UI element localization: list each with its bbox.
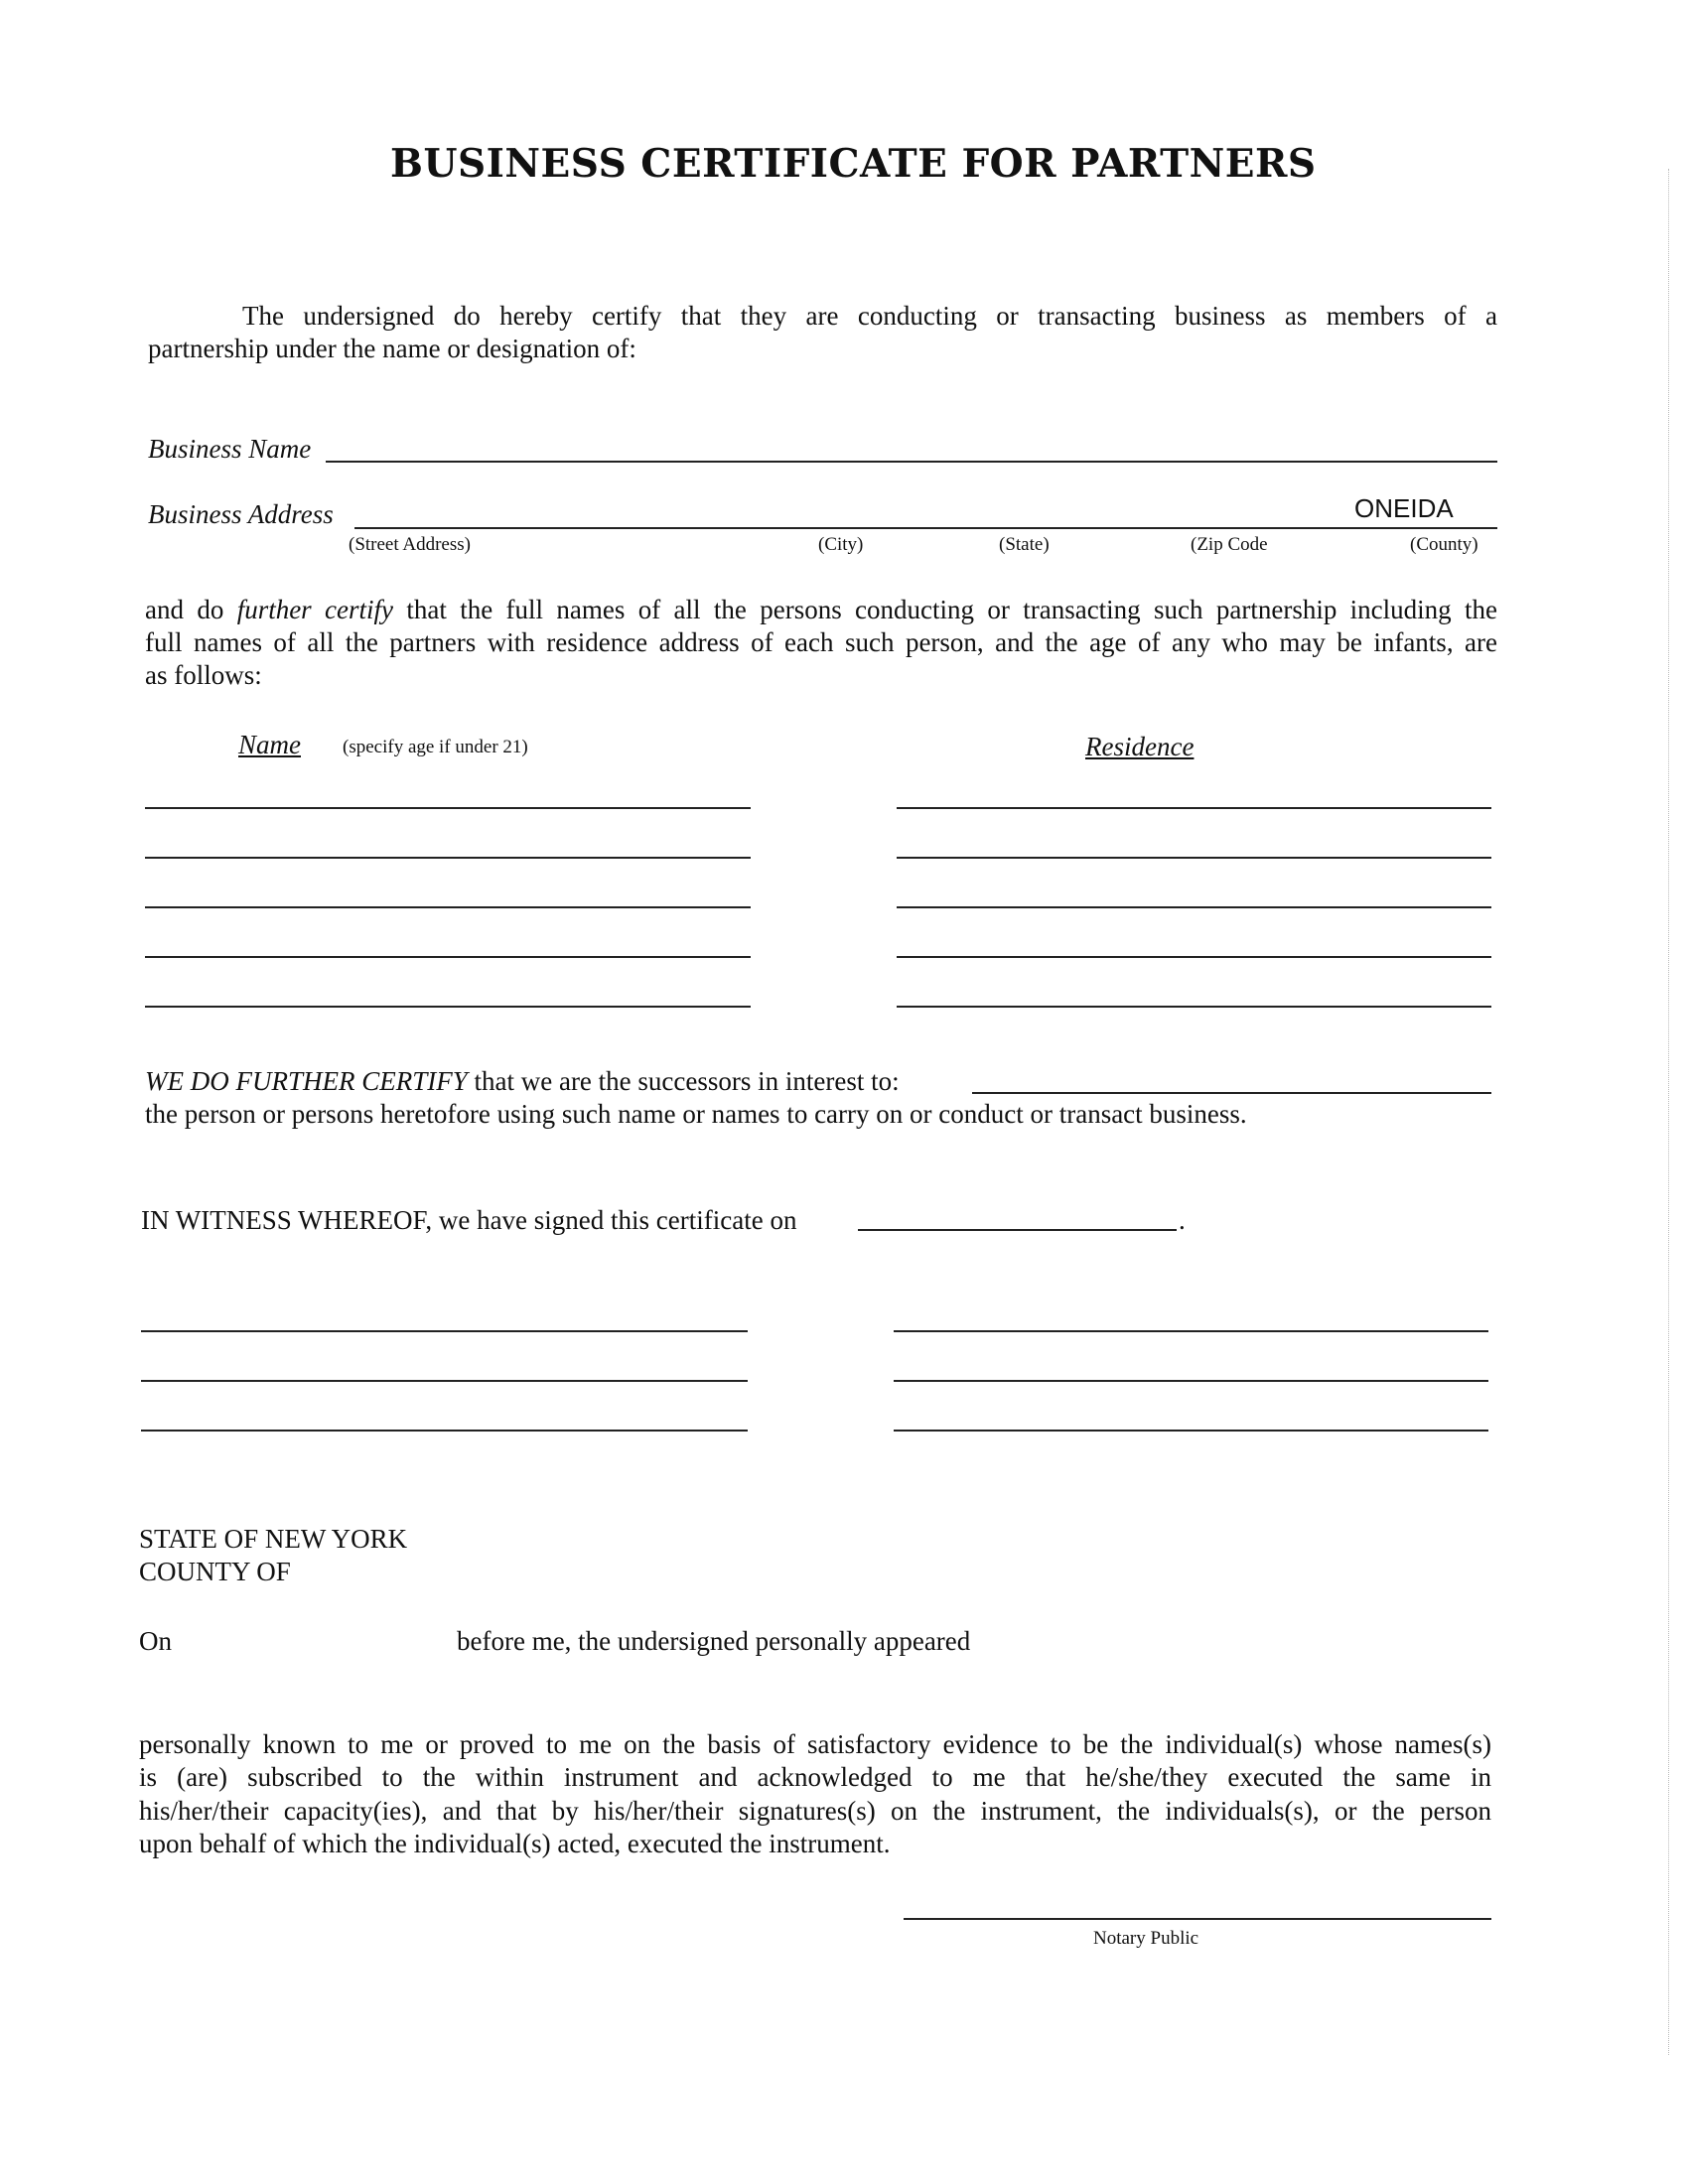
signature-field[interactable] bbox=[894, 1430, 1488, 1432]
notary-signature-field[interactable] bbox=[904, 1918, 1491, 1920]
county-sublabel: (County) bbox=[1410, 534, 1478, 555]
partner-residence-field[interactable] bbox=[897, 857, 1491, 859]
state-line: STATE OF NEW YORK bbox=[139, 1524, 408, 1554]
partner-residence-field[interactable] bbox=[897, 807, 1491, 809]
partner-name-field[interactable] bbox=[145, 807, 751, 809]
successors-emphasis: WE DO FURTHER CERTIFY bbox=[145, 1066, 468, 1096]
county-line: COUNTY OF bbox=[139, 1557, 291, 1586]
successors-line-2: the person or persons heretofore using such name or names to carry on or conduct or transact business. bbox=[145, 1099, 1247, 1129]
city-sublabel: (City) bbox=[818, 534, 864, 555]
partner-name-field[interactable] bbox=[145, 857, 751, 859]
further-text: and do bbox=[145, 595, 237, 624]
on-label: On bbox=[139, 1626, 172, 1656]
document-title: BUSINESS CERTIFICATE FOR PARTNERS bbox=[390, 141, 1317, 187]
witness-text: IN WITNESS WHEREOF, we have signed this certificate on bbox=[141, 1205, 797, 1235]
partner-residence-field[interactable] bbox=[897, 1006, 1491, 1008]
acknowledgment-line-4: upon behalf of which the individual(s) acted, executed the instrument. bbox=[139, 1829, 891, 1858]
further-text: that the full names of all the persons conducting or transacting such partnership including the bbox=[393, 595, 1498, 624]
zip-code-sublabel: (Zip Code bbox=[1191, 534, 1268, 555]
successors-text: that we are the successors in interest to: bbox=[467, 1066, 900, 1096]
intro-line-1: The undersigned do hereby certify that they are conducting or transacting business as members of a bbox=[242, 301, 1497, 331]
name-column-note: (specify age if under 21) bbox=[343, 737, 528, 757]
partner-name-field[interactable] bbox=[145, 956, 751, 958]
partner-name-field[interactable] bbox=[145, 906, 751, 908]
successors-line-1 bbox=[145, 1065, 900, 1098]
street-address-sublabel: (Street Address) bbox=[349, 534, 471, 555]
state-sublabel: (State) bbox=[999, 534, 1050, 555]
business-name-field[interactable] bbox=[326, 461, 1497, 463]
signature-field[interactable] bbox=[141, 1380, 748, 1382]
partner-residence-field[interactable] bbox=[897, 906, 1491, 908]
witness-date-field[interactable] bbox=[858, 1229, 1177, 1231]
scan-edge-divider bbox=[1668, 169, 1670, 2055]
acknowledgment-line-2: is (are) subscribed to the within instrument and acknowledged to me that he/she/they executed the same in bbox=[139, 1762, 1491, 1792]
business-address-field[interactable] bbox=[354, 527, 1497, 529]
acknowledgment-line-1: personally known to me or proved to me on the basis of satisfactory evidence to be the individual(s) whose names(s) bbox=[139, 1729, 1491, 1759]
acknowledgment-line-3: his/her/their capacity(ies), and that by his/her/their signatures(s) on the instrument, the individuals(s), or the person bbox=[139, 1796, 1491, 1826]
notary-public-label: Notary Public bbox=[1093, 1928, 1199, 1949]
intro-line-2: partnership under the name or designation of: bbox=[148, 334, 636, 363]
successors-field[interactable] bbox=[972, 1092, 1491, 1094]
signature-field[interactable] bbox=[894, 1330, 1488, 1332]
further-certify-emphasis: further certify bbox=[236, 595, 394, 624]
further-line-1 bbox=[145, 594, 1497, 626]
name-column-header: Name bbox=[238, 730, 301, 759]
signature-field[interactable] bbox=[141, 1330, 748, 1332]
residence-column-header: Residence bbox=[1085, 732, 1195, 761]
partner-residence-field[interactable] bbox=[897, 956, 1491, 958]
partner-name-field[interactable] bbox=[145, 1006, 751, 1008]
county-value: ONEIDA bbox=[1354, 493, 1454, 523]
signature-field[interactable] bbox=[894, 1380, 1488, 1382]
before-me-text: before me, the undersigned personally appeared bbox=[457, 1626, 971, 1656]
signature-field[interactable] bbox=[141, 1430, 748, 1432]
witness-period: . bbox=[1179, 1205, 1186, 1235]
business-address-label: Business Address bbox=[148, 499, 334, 529]
business-name-label: Business Name bbox=[148, 434, 312, 464]
further-line-2: full names of all the partners with residence address of each such person, and the age of any who may be infants, are bbox=[145, 627, 1497, 657]
further-line-3: as follows: bbox=[145, 660, 262, 690]
